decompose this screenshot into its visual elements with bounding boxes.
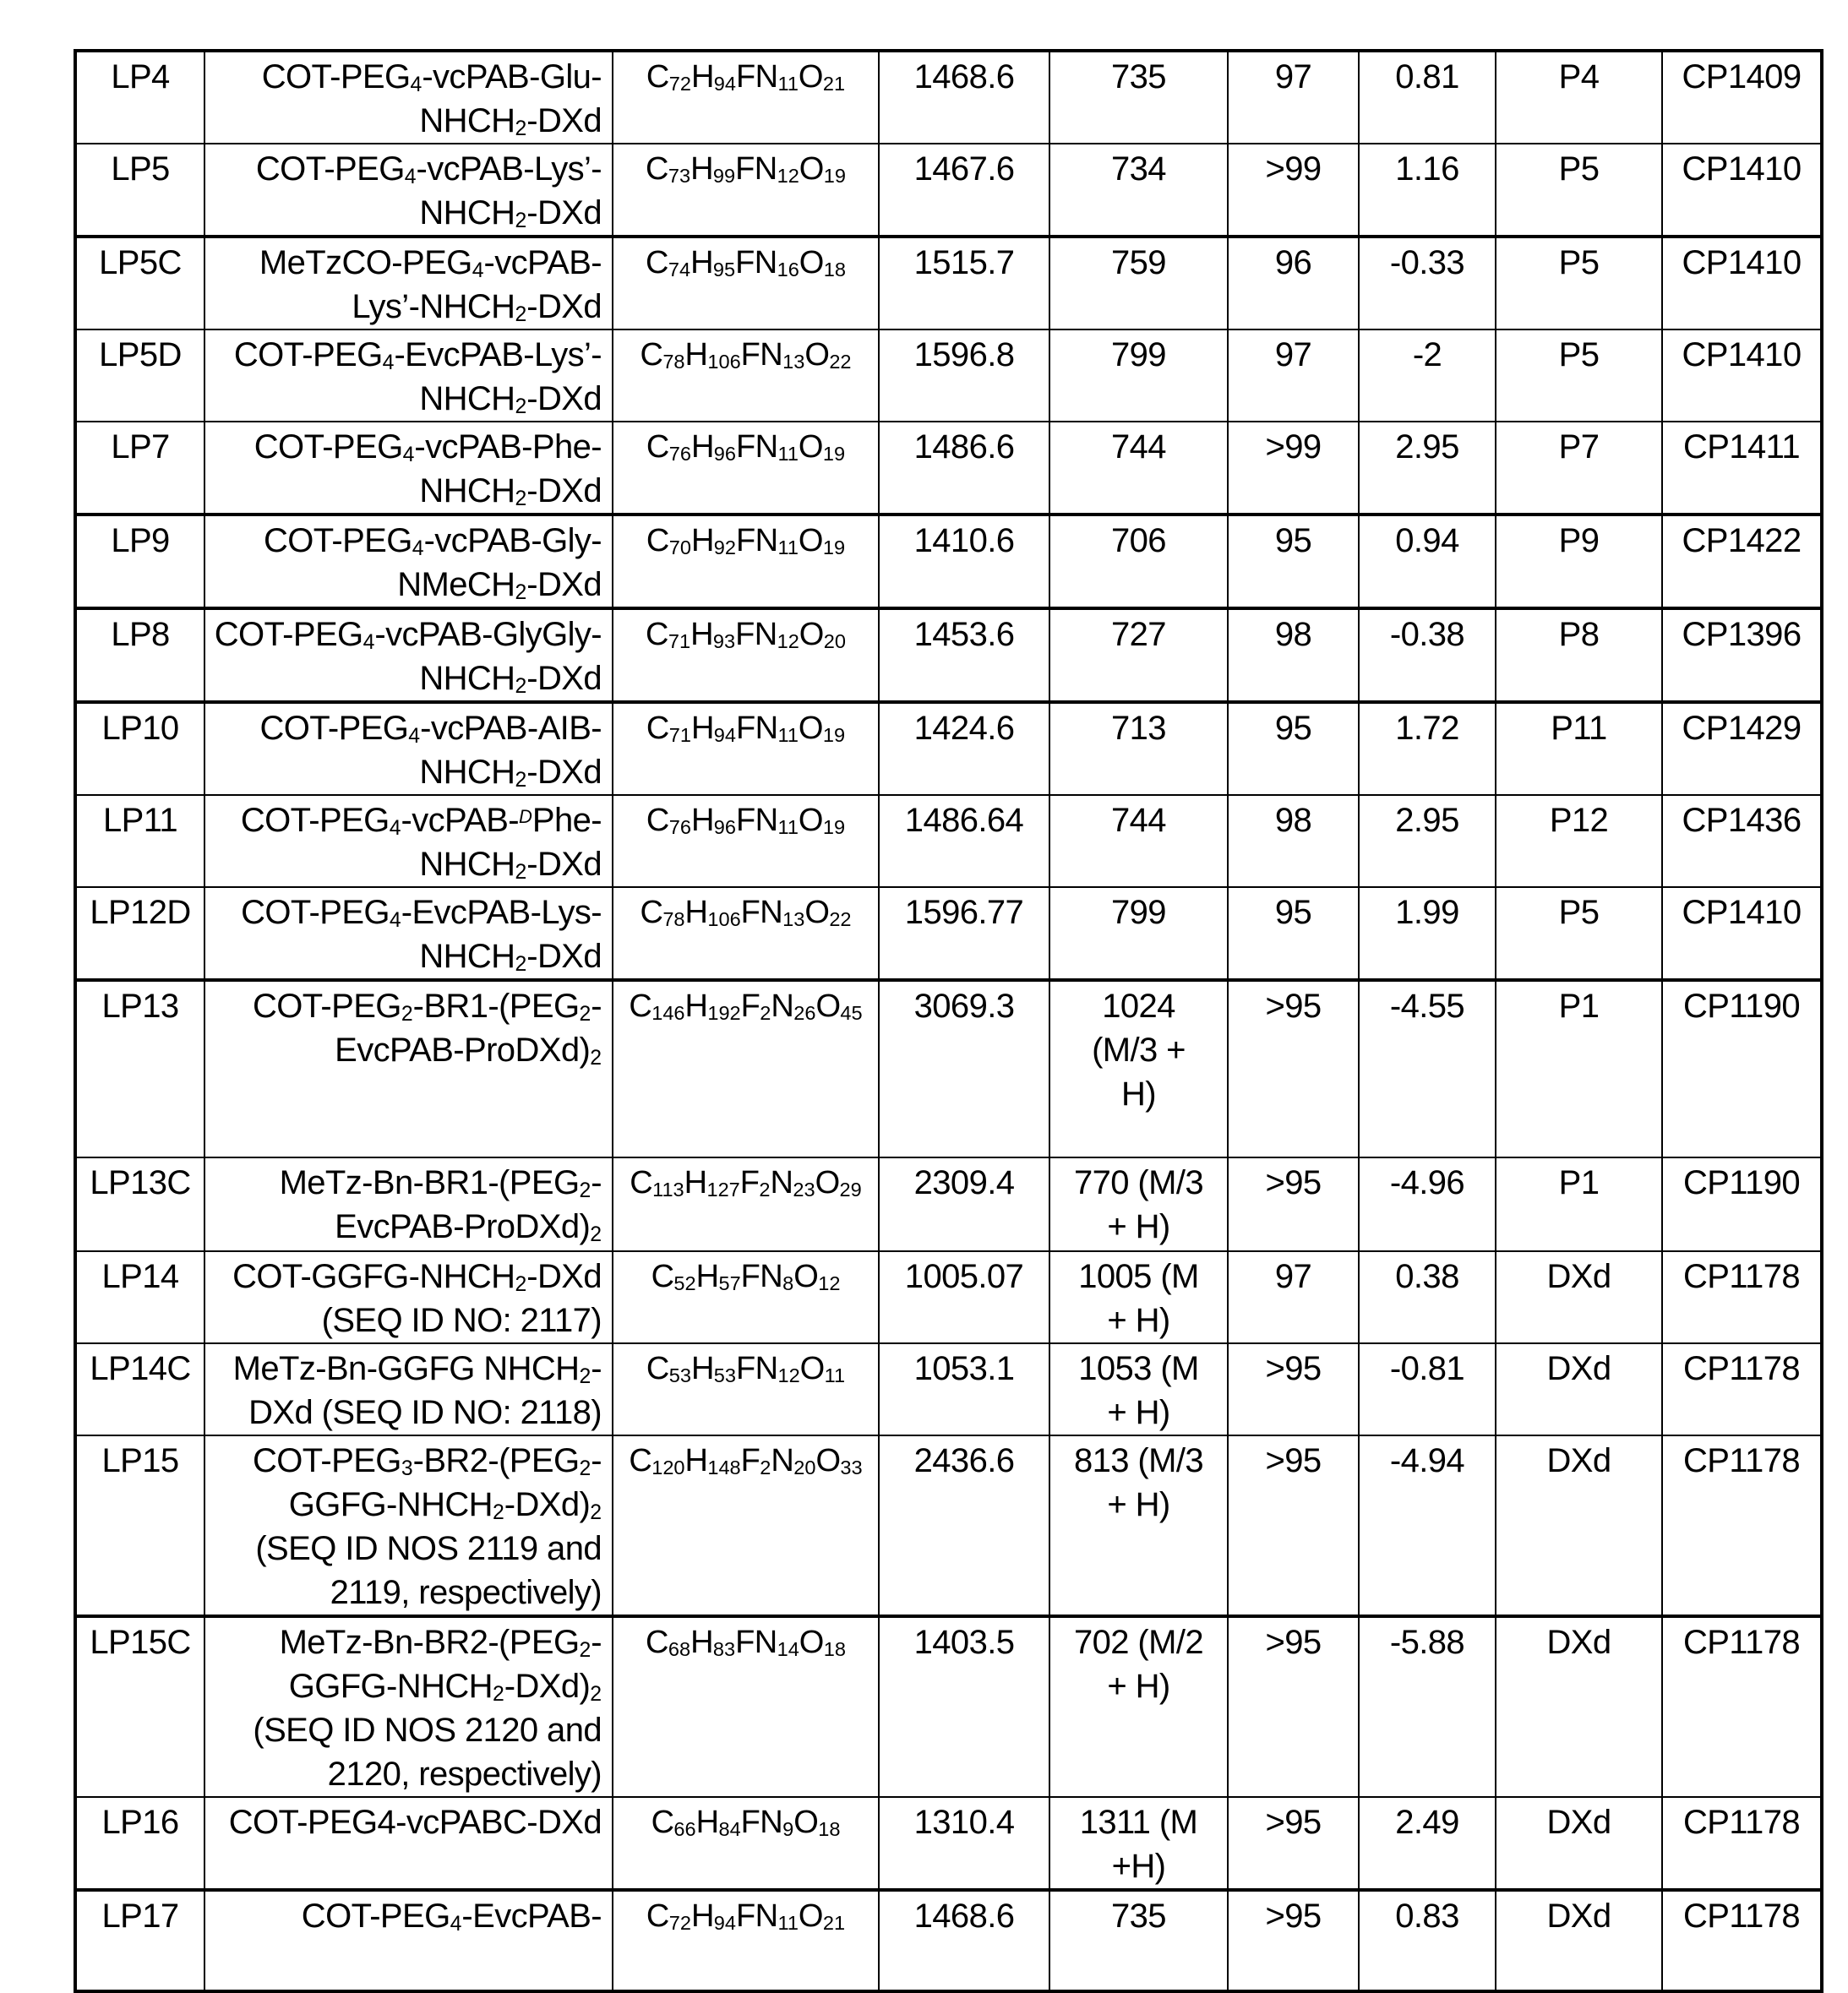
- payload-cell: P8: [1496, 608, 1662, 702]
- table-row: [75, 515, 1822, 608]
- table-row: [75, 1435, 1822, 1616]
- metric-cell: 0.83: [1359, 1890, 1496, 1991]
- table-row: [75, 1251, 1822, 1343]
- compound-id-cell: LP15: [75, 1435, 204, 1616]
- mw-cell: 1486.6: [879, 422, 1049, 515]
- cp-cell: CP1190: [1662, 980, 1822, 1157]
- table-row: [75, 329, 1822, 422]
- compound-id-cell: LP13C: [75, 1157, 204, 1251]
- purity-cell: >95: [1228, 1343, 1359, 1435]
- mz-cell: 799: [1049, 887, 1228, 980]
- mz-cell: 1311 (M +H): [1049, 1797, 1228, 1890]
- compound-id-cell: LP12D: [75, 887, 204, 980]
- mw-cell: 1403.5: [879, 1616, 1049, 1797]
- payload-cell: P4: [1496, 51, 1662, 144]
- compound-id-cell: LP9: [75, 515, 204, 608]
- metric-cell: 0.81: [1359, 51, 1496, 144]
- formula-cell: $C_{76}H_{96}FN_{11}O_{19}$: [613, 795, 879, 887]
- formula-cell: $C_{113}H_{127}F_2N_{23}O_{29}$: [613, 1157, 879, 1251]
- compound-name-cell: COT-$PEG_4-EvcPAB-Lys’-$ $NHCH_2$-DXd: [204, 329, 613, 422]
- payload-cell: P5: [1496, 329, 1662, 422]
- cp-cell: CP1396: [1662, 608, 1822, 702]
- cp-cell: CP1178: [1662, 1251, 1822, 1343]
- cp-cell: CP1436: [1662, 795, 1822, 887]
- compound-id-cell: LP10: [75, 702, 204, 795]
- cp-cell: CP1410: [1662, 887, 1822, 980]
- payload-cell: P5: [1496, 237, 1662, 329]
- mz-cell: 1024 (M/3 + H): [1049, 980, 1228, 1157]
- table-row: [75, 144, 1822, 237]
- table-row: [75, 1616, 1822, 1797]
- compound-id-cell: LP16: [75, 1797, 204, 1890]
- cp-cell: CP1409: [1662, 51, 1822, 144]
- cp-cell: CP1410: [1662, 329, 1822, 422]
- compound-name-cell: COT-$PEG_4-vcPAB-^DPhe-$ $NHCH_2$-DXd: [204, 795, 613, 887]
- mz-cell: 735: [1049, 51, 1228, 144]
- payload-cell: P1: [1496, 980, 1662, 1157]
- cp-cell: CP1410: [1662, 144, 1822, 237]
- payload-cell: DXd: [1496, 1797, 1662, 1890]
- metric-cell: 2.95: [1359, 795, 1496, 887]
- purity-cell: >95: [1228, 1616, 1359, 1797]
- mz-cell: 735: [1049, 1890, 1228, 1991]
- formula-cell: $C_{73}H_{99}FN_{12}O_{19}$: [613, 144, 879, 237]
- compound-id-cell: LP14: [75, 1251, 204, 1343]
- formula-cell: $C_{71}H_{93}FN_{12}O_{20}$: [613, 608, 879, 702]
- metric-cell: -0.81: [1359, 1343, 1496, 1435]
- cp-cell: CP1178: [1662, 1343, 1822, 1435]
- mw-cell: 1453.6: [879, 608, 1049, 702]
- cp-cell: CP1178: [1662, 1616, 1822, 1797]
- purity-cell: 95: [1228, 702, 1359, 795]
- compound-id-cell: LP13: [75, 980, 204, 1157]
- compound-name-cell: MeTz-$Bn-BR2-(PEG_2-$ GGFG-$NHCH_2-DXd)_2$ (SEQ ID NOS 2120 and 2120, respectively): [204, 1616, 613, 1797]
- mw-cell: 1310.4: [879, 1797, 1049, 1890]
- payload-cell: P9: [1496, 515, 1662, 608]
- compound-name-cell: COT-$PEG_4-EvcPAB-Lys-$ $NHCH_2$-DXd: [204, 887, 613, 980]
- table-row: [75, 1157, 1822, 1251]
- payload-cell: P11: [1496, 702, 1662, 795]
- table-row: [75, 1890, 1822, 1991]
- mw-cell: 1486.64: [879, 795, 1049, 887]
- metric-cell: 2.95: [1359, 422, 1496, 515]
- compound-name-cell: COT-$PEG_3-BR2-(PEG_2-$ GGFG-$NHCH_2-DXd)_2$ (SEQ ID NOS 2119 and 2119, respectively): [204, 1435, 613, 1616]
- purity-cell: >99: [1228, 422, 1359, 515]
- mw-cell: 1468.6: [879, 1890, 1049, 1991]
- compound-id-cell: LP11: [75, 795, 204, 887]
- compound-name-cell: MeTz-$Bn-BR1-(PEG_2-$ EvcPAB-$ProDXd)_2$: [204, 1157, 613, 1251]
- mw-cell: 2436.6: [879, 1435, 1049, 1616]
- compound-id-cell: LP5C: [75, 237, 204, 329]
- compound-id-cell: LP5: [75, 144, 204, 237]
- table-row: [75, 702, 1822, 795]
- purity-cell: 98: [1228, 795, 1359, 887]
- compound-name-cell: COT-$PEG_4-EvcPAB-$: [204, 1890, 613, 1991]
- purity-cell: >95: [1228, 980, 1359, 1157]
- formula-cell: $C_{72}H_{94}FN_{11}O_{21}$: [613, 51, 879, 144]
- compound-name-cell: COT-$PEG_4-vcPAB-Lys’-$ $NHCH_2$-DXd: [204, 144, 613, 237]
- table-row: [75, 1797, 1822, 1890]
- payload-cell: DXd: [1496, 1890, 1662, 1991]
- compound-id-cell: LP7: [75, 422, 204, 515]
- table-row: [75, 422, 1822, 515]
- compound-id-cell: LP5D: [75, 329, 204, 422]
- metric-cell: -0.33: [1359, 237, 1496, 329]
- metric-cell: 1.72: [1359, 702, 1496, 795]
- formula-cell: $C_{70}H_{92}FN_{11}O_{19}$: [613, 515, 879, 608]
- table-row: [75, 51, 1822, 144]
- metric-cell: 2.49: [1359, 1797, 1496, 1890]
- purity-cell: 96: [1228, 237, 1359, 329]
- formula-cell: $C_{66}H_{84}FN_9O_{18}$: [613, 1797, 879, 1890]
- formula-cell: $C_{78}H_{106}FN_{13}O_{22}$: [613, 329, 879, 422]
- payload-cell: P12: [1496, 795, 1662, 887]
- compound-name-cell: COT-PEG4-vcPABC-DXd: [204, 1797, 613, 1890]
- purity-cell: >95: [1228, 1157, 1359, 1251]
- cp-cell: CP1422: [1662, 515, 1822, 608]
- compound-id-cell: LP14C: [75, 1343, 204, 1435]
- mw-cell: 2309.4: [879, 1157, 1049, 1251]
- compound-name-cell: COT-$PEG_4-vcPAB-Glu-$ $NHCH_2$-DXd: [204, 51, 613, 144]
- purity-cell: >95: [1228, 1797, 1359, 1890]
- mw-cell: 1596.8: [879, 329, 1049, 422]
- cp-cell: CP1178: [1662, 1890, 1822, 1991]
- payload-cell: P5: [1496, 887, 1662, 980]
- cp-cell: CP1411: [1662, 422, 1822, 515]
- mz-cell: 1005 (M + H): [1049, 1251, 1228, 1343]
- compound-name-cell: COT-$PEG_4-vcPAB-AIB-$ $NHCH_2$-DXd: [204, 702, 613, 795]
- mz-cell: 744: [1049, 422, 1228, 515]
- table-row: [75, 1343, 1822, 1435]
- metric-cell: 1.99: [1359, 887, 1496, 980]
- compound-id-cell: LP4: [75, 51, 204, 144]
- cp-cell: CP1178: [1662, 1435, 1822, 1616]
- metric-cell: -4.96: [1359, 1157, 1496, 1251]
- purity-cell: 95: [1228, 515, 1359, 608]
- mw-cell: 1467.6: [879, 144, 1049, 237]
- purity-cell: 98: [1228, 608, 1359, 702]
- formula-cell: $C_{76}H_{96}FN_{11}O_{19}$: [613, 422, 879, 515]
- metric-cell: 0.94: [1359, 515, 1496, 608]
- payload-cell: P1: [1496, 1157, 1662, 1251]
- mz-cell: 1053 (M + H): [1049, 1343, 1228, 1435]
- formula-cell: $C_{78}H_{106}FN_{13}O_{22}$: [613, 887, 879, 980]
- mz-cell: 744: [1049, 795, 1228, 887]
- compound-name-cell: MeTz-Bn-GGFG $NHCH_2-$ DXd (SEQ ID NO: 2118): [204, 1343, 613, 1435]
- payload-cell: DXd: [1496, 1435, 1662, 1616]
- table-row: [75, 887, 1822, 980]
- purity-cell: >99: [1228, 144, 1359, 237]
- cp-cell: CP1190: [1662, 1157, 1822, 1251]
- mw-cell: 1424.6: [879, 702, 1049, 795]
- metric-cell: -5.88: [1359, 1616, 1496, 1797]
- mw-cell: 1596.77: [879, 887, 1049, 980]
- compound-name-cell: MeTzCO-$PEG_4-vcPAB-$ $Lys’-NHCH_2$-DXd: [204, 237, 613, 329]
- mw-cell: 3069.3: [879, 980, 1049, 1157]
- table-row: [75, 237, 1822, 329]
- purity-cell: >95: [1228, 1890, 1359, 1991]
- formula-cell: $C_{52}H_{57}FN_8O_{12}$: [613, 1251, 879, 1343]
- mz-cell: 813 (M/3 + H): [1049, 1435, 1228, 1616]
- compound-id-cell: LP8: [75, 608, 204, 702]
- compound-name-cell: COT-$PEG_4-vcPAB-Gly-$ NMeCH$_2$-DXd: [204, 515, 613, 608]
- mw-cell: 1005.07: [879, 1251, 1049, 1343]
- compound-table: [74, 49, 1823, 1993]
- compound-id-cell: LP17: [75, 1890, 204, 1991]
- compound-name-cell: COT-$PEG_4-vcPAB-Phe-$ $NHCH_2$-DXd: [204, 422, 613, 515]
- purity-cell: >95: [1228, 1435, 1359, 1616]
- mw-cell: 1515.7: [879, 237, 1049, 329]
- mz-cell: 713: [1049, 702, 1228, 795]
- formula-cell: $C_{53}H_{53}FN_{12}O_{11}$: [613, 1343, 879, 1435]
- purity-cell: 95: [1228, 887, 1359, 980]
- compound-name-cell: COT-$GGFG-NHCH_2$-DXd (SEQ ID NO: 2117): [204, 1251, 613, 1343]
- metric-cell: -4.55: [1359, 980, 1496, 1157]
- mz-cell: 759: [1049, 237, 1228, 329]
- formula-cell: $C_{120}H_{148}F_2N_{20}O_{33}$: [613, 1435, 879, 1616]
- compound-name-cell: COT-$PEG_4-vcPAB-GlyGly-$ $NHCH_2$-DXd: [204, 608, 613, 702]
- mw-cell: 1410.6: [879, 515, 1049, 608]
- table-row: [75, 608, 1822, 702]
- formula-cell: $C_{74}H_{95}FN_{16}O_{18}$: [613, 237, 879, 329]
- payload-cell: P5: [1496, 144, 1662, 237]
- payload-cell: P7: [1496, 422, 1662, 515]
- mz-cell: 734: [1049, 144, 1228, 237]
- metric-cell: -2: [1359, 329, 1496, 422]
- compound-id-cell: LP15C: [75, 1616, 204, 1797]
- cp-cell: CP1429: [1662, 702, 1822, 795]
- formula-cell: $C_{71}H_{94}FN_{11}O_{19}$: [613, 702, 879, 795]
- metric-cell: -0.38: [1359, 608, 1496, 702]
- compound-table-body: [75, 51, 1822, 1991]
- payload-cell: DXd: [1496, 1616, 1662, 1797]
- formula-cell: $C_{68}H_{83}FN_{14}O_{18}$: [613, 1616, 879, 1797]
- mz-cell: 799: [1049, 329, 1228, 422]
- mz-cell: 770 (M/3 + H): [1049, 1157, 1228, 1251]
- table-row: [75, 795, 1822, 887]
- formula-cell: $C_{72}H_{94}FN_{11}O_{21}$: [613, 1890, 879, 1991]
- metric-cell: 1.16: [1359, 144, 1496, 237]
- payload-cell: DXd: [1496, 1343, 1662, 1435]
- mw-cell: 1053.1: [879, 1343, 1049, 1435]
- mz-cell: 727: [1049, 608, 1228, 702]
- table-row: [75, 980, 1822, 1157]
- formula-cell: $C_{146}H_{192}F_2N_{26}O_{45}$: [613, 980, 879, 1157]
- mz-cell: 706: [1049, 515, 1228, 608]
- compound-name-cell: COT-$PEG_2-BR1-(PEG_2-$ EvcPAB-$ProDXd)_2$: [204, 980, 613, 1157]
- cp-cell: CP1410: [1662, 237, 1822, 329]
- purity-cell: 97: [1228, 329, 1359, 422]
- cp-cell: CP1178: [1662, 1797, 1822, 1890]
- mw-cell: 1468.6: [879, 51, 1049, 144]
- purity-cell: 97: [1228, 51, 1359, 144]
- metric-cell: -4.94: [1359, 1435, 1496, 1616]
- payload-cell: DXd: [1496, 1251, 1662, 1343]
- metric-cell: 0.38: [1359, 1251, 1496, 1343]
- mz-cell: 702 (M/2 + H): [1049, 1616, 1228, 1797]
- purity-cell: 97: [1228, 1251, 1359, 1343]
